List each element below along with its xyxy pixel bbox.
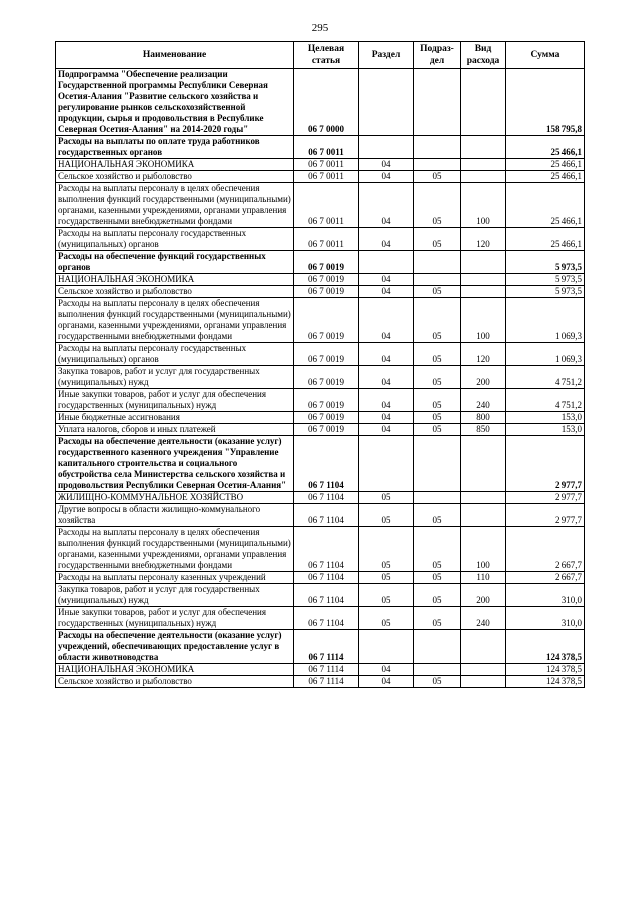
cell-code: 06 7 1104 [294,572,359,584]
cell-name: Расходы на выплаты персоналу государственных (муниципальных) органов [56,228,294,251]
cell-subsection [414,436,461,492]
cell-subsection: 05 [414,676,461,688]
cell-subsection [414,274,461,286]
cell-code: 06 7 0019 [294,343,359,366]
header-section: Раздел [359,42,414,69]
table-row [56,389,585,412]
cell-sum: 25 466,1 [506,136,585,159]
table-row [56,274,585,286]
table-row [56,251,585,274]
cell-code: 06 7 0019 [294,298,359,343]
cell-name: Уплата налогов, сборов и иных платежей [56,424,294,436]
table-row [56,159,585,171]
cell-subsection: 05 [414,298,461,343]
cell-kind [461,69,506,136]
cell-name: Сельское хозяйство и рыболовство [56,171,294,183]
table-row [56,492,585,504]
cell-code: 06 7 0019 [294,412,359,424]
cell-section: 04 [359,171,414,183]
cell-name: Иные бюджетные ассигнования [56,412,294,424]
cell-sum: 2 977,7 [506,436,585,492]
cell-name: Иные закупки товаров, работ и услуг для обеспечения государственных (муниципальных) нужд [56,389,294,412]
cell-section: 04 [359,183,414,228]
cell-code: 06 7 0019 [294,286,359,298]
cell-name: Расходы на выплаты персоналу в целях обеспечения выполнения функций государственными (муниципальными) органами, казенными учреждениями, органами управления государственными внебюджетными фондами [56,298,294,343]
cell-name: Расходы на выплаты по оплате труда работников государственных органов [56,136,294,159]
cell-section [359,251,414,274]
cell-subsection [414,251,461,274]
cell-code: 06 7 0011 [294,159,359,171]
cell-name: Сельское хозяйство и рыболовство [56,676,294,688]
cell-subsection [414,492,461,504]
table-row [56,183,585,228]
cell-code: 06 7 0019 [294,389,359,412]
table-row [56,412,585,424]
cell-section: 04 [359,343,414,366]
cell-sum: 25 466,1 [506,228,585,251]
cell-code: 06 7 1104 [294,527,359,572]
cell-kind [461,504,506,527]
cell-code: 06 7 1114 [294,664,359,676]
cell-sum: 25 466,1 [506,159,585,171]
table-row [56,630,585,664]
cell-section [359,630,414,664]
table-row [56,424,585,436]
cell-sum: 5 973,5 [506,286,585,298]
cell-kind: 200 [461,366,506,389]
cell-name: Расходы на обеспечение функций государственных органов [56,251,294,274]
cell-code: 06 7 0011 [294,183,359,228]
cell-section: 04 [359,366,414,389]
cell-subsection: 05 [414,389,461,412]
cell-code: 06 7 1104 [294,584,359,607]
cell-kind [461,676,506,688]
cell-subsection [414,664,461,676]
table-body [56,69,585,688]
cell-subsection: 05 [414,286,461,298]
cell-name: Расходы на выплаты персоналу казенных учреждений [56,572,294,584]
cell-kind [461,664,506,676]
cell-subsection: 05 [414,412,461,424]
cell-name: ЖИЛИЩНО-КОММУНАЛЬНОЕ ХОЗЯЙСТВО [56,492,294,504]
cell-kind: 120 [461,343,506,366]
table-row [56,504,585,527]
cell-sum: 124 378,5 [506,676,585,688]
cell-name: НАЦИОНАЛЬНАЯ ЭКОНОМИКА [56,274,294,286]
cell-subsection [414,159,461,171]
cell-subsection: 05 [414,572,461,584]
table-row [56,572,585,584]
cell-sum: 2 667,7 [506,527,585,572]
cell-subsection: 05 [414,527,461,572]
cell-kind [461,436,506,492]
cell-kind: 120 [461,228,506,251]
cell-name: Иные закупки товаров, работ и услуг для обеспечения государственных (муниципальных) нужд [56,607,294,630]
cell-sum: 25 466,1 [506,183,585,228]
cell-section: 04 [359,676,414,688]
cell-subsection: 05 [414,424,461,436]
cell-kind: 240 [461,607,506,630]
cell-name: Закупка товаров, работ и услуг для государственных (муниципальных) нужд [56,366,294,389]
table-row [56,607,585,630]
cell-sum: 2 977,7 [506,504,585,527]
cell-name: Расходы на обеспечение деятельности (оказание услуг) учреждений, обеспечивающих предоставление услуг в области животноводства [56,630,294,664]
cell-section: 05 [359,527,414,572]
cell-sum: 25 466,1 [506,171,585,183]
table-row [56,527,585,572]
header-sum: Сумма [506,42,585,69]
cell-section [359,69,414,136]
cell-kind: 100 [461,527,506,572]
cell-subsection: 05 [414,584,461,607]
cell-subsection [414,69,461,136]
table-row [56,171,585,183]
cell-kind: 110 [461,572,506,584]
cell-subsection [414,630,461,664]
cell-code: 06 7 1114 [294,676,359,688]
header-name: Наименование [56,42,294,69]
budget-table [55,41,585,688]
cell-name: НАЦИОНАЛЬНАЯ ЭКОНОМИКА [56,664,294,676]
cell-section [359,136,414,159]
cell-name: Другие вопросы в области жилищно-коммунального хозяйства [56,504,294,527]
cell-code: 06 7 0019 [294,366,359,389]
table-row [56,136,585,159]
cell-section: 04 [359,389,414,412]
cell-subsection: 05 [414,504,461,527]
cell-name: Расходы на выплаты персоналу государственных (муниципальных) органов [56,343,294,366]
cell-subsection: 05 [414,228,461,251]
cell-sum: 310,0 [506,584,585,607]
cell-section: 05 [359,584,414,607]
cell-name: Закупка товаров, работ и услуг для государственных (муниципальных) нужд [56,584,294,607]
cell-kind: 850 [461,424,506,436]
cell-kind [461,274,506,286]
cell-sum: 124 378,5 [506,630,585,664]
cell-kind: 100 [461,183,506,228]
cell-code: 06 7 0019 [294,274,359,286]
cell-code: 06 7 0019 [294,251,359,274]
cell-sum: 158 795,8 [506,69,585,136]
cell-kind [461,136,506,159]
cell-kind [461,630,506,664]
cell-kind: 200 [461,584,506,607]
cell-kind: 240 [461,389,506,412]
cell-code: 06 7 0011 [294,228,359,251]
cell-sum: 153,0 [506,424,585,436]
cell-subsection: 05 [414,366,461,389]
cell-section: 04 [359,159,414,171]
cell-sum: 153,0 [506,412,585,424]
cell-code: 06 7 0019 [294,424,359,436]
table-row [56,664,585,676]
cell-kind [461,171,506,183]
cell-section: 05 [359,572,414,584]
cell-kind [461,286,506,298]
table-row [56,584,585,607]
table-row [56,366,585,389]
cell-section: 05 [359,607,414,630]
cell-code: 06 7 1104 [294,504,359,527]
cell-subsection: 05 [414,343,461,366]
cell-section: 04 [359,228,414,251]
table-row [56,436,585,492]
header-subsection: Подраз-дел [414,42,461,69]
cell-subsection: 05 [414,183,461,228]
cell-sum: 310,0 [506,607,585,630]
cell-subsection [414,136,461,159]
cell-kind [461,251,506,274]
cell-kind: 100 [461,298,506,343]
cell-sum: 2 667,7 [506,572,585,584]
cell-kind: 800 [461,412,506,424]
cell-subsection: 05 [414,607,461,630]
table-row [56,228,585,251]
cell-code: 06 7 0011 [294,136,359,159]
cell-section: 04 [359,298,414,343]
cell-section: 04 [359,412,414,424]
table-row [56,69,585,136]
cell-sum: 2 977,7 [506,492,585,504]
cell-sum: 4 751,2 [506,389,585,412]
table-row [56,676,585,688]
cell-code: 06 7 0000 [294,69,359,136]
header-kind: Вид расхода [461,42,506,69]
cell-section: 05 [359,504,414,527]
cell-sum: 5 973,5 [506,251,585,274]
cell-code: 06 7 1114 [294,630,359,664]
cell-name: Подпрограмма "Обеспечение реализации Государственной программы Республики Северная Осетия-Алания "Развитие сельского хозяйства и регулирование рынков сельскохозяйственной продукции, сырья и продовольствия в Республике Северная Осетия-Алания" на 2014-2020 годы" [56,69,294,136]
cell-kind [461,492,506,504]
page-number: 295 [311,22,329,34]
cell-name: Сельское хозяйство и рыболовство [56,286,294,298]
cell-code: 06 7 1104 [294,492,359,504]
cell-sum: 4 751,2 [506,366,585,389]
cell-sum: 5 973,5 [506,274,585,286]
cell-section [359,436,414,492]
cell-section: 04 [359,274,414,286]
cell-name: Расходы на выплаты персоналу в целях обеспечения выполнения функций государственными (муниципальными) органами, казенными учреждениями, органами управления государственными внебюджетными фондами [56,527,294,572]
cell-sum: 1 069,3 [506,343,585,366]
table-header-row [56,42,585,69]
header-code: Целевая статья [294,42,359,69]
cell-sum: 124 378,5 [506,664,585,676]
cell-name: Расходы на обеспечение деятельности (оказание услуг) государственного казенного учреждения "Управление капитального строительства и социального обустройства села Министерства сельского хозяйства и продовольствия Республики Северная Осетия-Алания" [56,436,294,492]
table-row [56,286,585,298]
cell-code: 06 7 0011 [294,171,359,183]
table-row [56,343,585,366]
cell-kind [461,159,506,171]
cell-section: 04 [359,664,414,676]
cell-code: 06 7 1104 [294,436,359,492]
cell-subsection: 05 [414,171,461,183]
cell-section: 05 [359,492,414,504]
cell-section: 04 [359,286,414,298]
cell-name: НАЦИОНАЛЬНАЯ ЭКОНОМИКА [56,159,294,171]
cell-section: 04 [359,424,414,436]
cell-name: Расходы на выплаты персоналу в целях обеспечения выполнения функций государственными (муниципальными) органами, казенными учреждениями, органами управления государственными внебюджетными фондами [56,183,294,228]
cell-code: 06 7 1104 [294,607,359,630]
cell-sum: 1 069,3 [506,298,585,343]
table-row [56,298,585,343]
